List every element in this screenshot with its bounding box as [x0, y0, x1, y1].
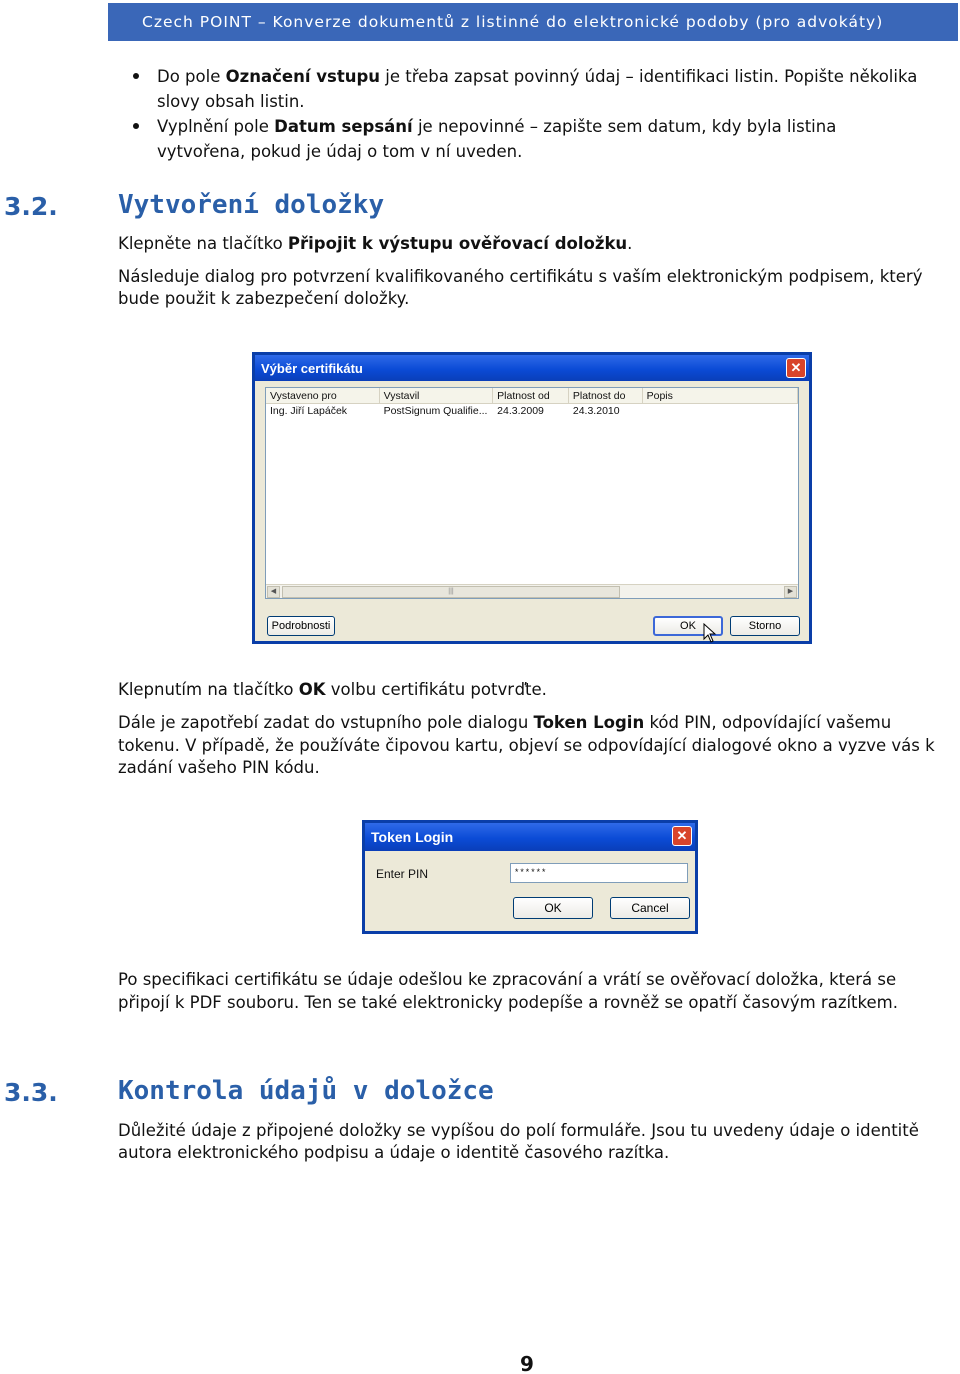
scroll-thumb[interactable]: ||| [282, 586, 620, 598]
bold-text: Připojit k výstupu ověřovací doložku [287, 234, 628, 253]
header-title: Czech POINT – Konverze dokumentů z listinné do elektronické podoby (pro advokáty) [142, 13, 884, 31]
cell: 24.3.2010 [572, 405, 620, 417]
page-number: 9 [520, 1352, 534, 1374]
bullet-bold: Datum sepsání [274, 117, 413, 136]
cancel-button[interactable]: Cancel [610, 897, 690, 919]
dialog-title: Výběr certifikátu [261, 360, 363, 376]
token-login-dialog [362, 820, 698, 934]
list-header [266, 388, 798, 404]
column-header[interactable]: Popis [643, 388, 798, 403]
dialog-title: Token Login [371, 829, 454, 845]
cancel-button[interactable]: Storno [730, 616, 800, 636]
bullet-item [133, 114, 923, 164]
column-header[interactable]: Vystaveno pro [266, 388, 380, 403]
close-icon[interactable]: ✕ [786, 358, 806, 378]
section-number: 3.2. [4, 192, 58, 221]
bullet-bold: Označení vstupu [225, 67, 381, 86]
section-number: 3.3. [4, 1078, 58, 1107]
pin-input[interactable]: ****** [510, 863, 688, 883]
text: Dále je zapotřebí zadat do vstupního pole dialogu [118, 713, 534, 732]
table-row[interactable] [266, 404, 798, 419]
scroll-left-icon[interactable]: ◀ [267, 586, 280, 598]
paragraph [118, 712, 948, 780]
column-header[interactable]: Vystavil [380, 388, 494, 403]
certificate-dialog [252, 352, 812, 644]
horizontal-scrollbar[interactable] [266, 584, 798, 598]
bold-text: OK [298, 680, 326, 699]
mouse-pointer-icon [703, 623, 717, 643]
dialog-titlebar [255, 355, 809, 381]
close-icon[interactable]: ✕ [672, 826, 692, 846]
section-title: Vytvoření doložky [118, 190, 385, 220]
page-header [108, 3, 958, 41]
paragraph [118, 233, 948, 255]
text: Klepněte na tlačítko [118, 234, 288, 253]
cell: Ing. Jiří Lapáček [270, 405, 348, 417]
section-title: Kontrola údajů v doložce [118, 1076, 494, 1106]
text: . [627, 234, 633, 253]
text: kód PIN, odpovídající vašemu tokenu. V případě, že používáte čipovou kartu, objeví se odpovídající dialogové okno a vyzve vás k zadání vašeho PIN kódu. [118, 713, 935, 777]
text: Klepnutím na tlačítko [118, 680, 299, 699]
paragraph [118, 679, 948, 701]
bullet-list [133, 64, 923, 164]
dialog-titlebar [365, 823, 695, 851]
paragraph: Následuje dialog pro potvrzení kvalifikovaného certifikátu s vaším elektronickým podpisem, který bude použit k zabezpečení doložky. [118, 267, 923, 308]
column-header[interactable]: Platnost od [493, 388, 569, 403]
paragraph: Důležité údaje z připojené doložky se vypíšou do polí formuláře. Jsou tu uvedeny údaje o identitě autora elektronického podpisu a údaje o identitě časového razítka. [118, 1121, 919, 1162]
cell: 24.3.2009 [497, 405, 544, 417]
cell [643, 404, 798, 419]
paragraph: Po specifikaci certifikátu se údaje odešlou ke zpracování a vrátí se ověřovací doložka, která se připojí k PDF souboru. Ten se také elektronicky podepíše a rovněž se opatří časovým razítkem. [118, 970, 898, 1012]
scroll-right-icon[interactable]: ▶ [784, 586, 797, 598]
ok-button[interactable]: OK [513, 897, 593, 919]
bullet-text: je nepovinné – zapište sem datum, kdy byla listina vytvořena, pokud je údaj o tom v ní uveden. [157, 117, 837, 161]
cell: PostSignum Qualifie... [383, 405, 488, 417]
column-header[interactable]: Platnost do [569, 388, 643, 403]
bullet-text: Vyplnění pole [157, 117, 275, 136]
bold-text: Token Login [533, 713, 645, 732]
bullet-text: Do pole [157, 67, 226, 86]
pin-label: Enter PIN [376, 867, 429, 881]
bullet-item [133, 64, 923, 114]
ok-button[interactable]: OK [653, 616, 723, 636]
bullet-text: je třeba zapsat povinný údaj – identifikaci listin. Popište několika slovy obsah listin. [157, 67, 918, 111]
text: volbu certifikátu potvrďte. [325, 680, 547, 699]
details-button[interactable]: Podrobnosti [267, 616, 335, 636]
certificate-list[interactable] [265, 387, 799, 599]
